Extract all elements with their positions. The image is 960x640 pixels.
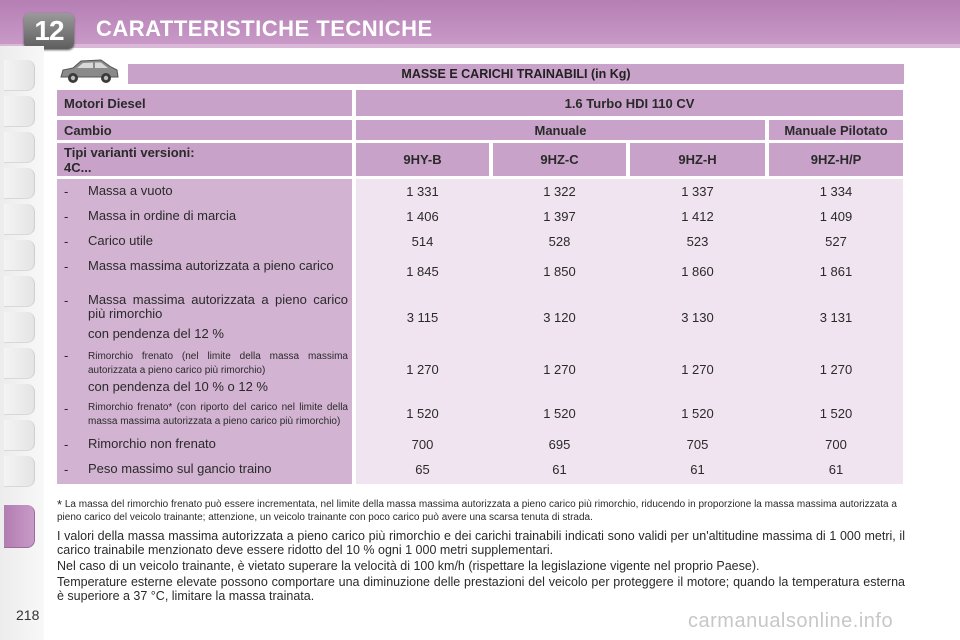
gearbox-label: Cambio: [57, 120, 352, 140]
table-cell: 1 412: [681, 209, 714, 224]
chapter-tab[interactable]: [4, 96, 35, 127]
row-label-subtext: con pendenza del 10 % o 12 %: [88, 379, 268, 394]
body-paragraph: Nel caso di un veicolo trainante, è vietato superare la velocità di 100 km/h (rispettare la legislazione vigente nel proprio Paese).: [57, 559, 760, 573]
table-cell: 3 120: [543, 310, 576, 325]
chapter-tab[interactable]: [4, 420, 35, 451]
table-cell: 61: [828, 462, 844, 477]
table-cell: 1 337: [681, 184, 714, 199]
row-label-text: Peso massimo sul gancio traino: [88, 461, 272, 476]
table-cell: 523: [686, 234, 709, 249]
table-cell: 1 270: [681, 362, 714, 377]
table-cell: 1 334: [819, 184, 853, 199]
table-cell: 1 270: [543, 362, 576, 377]
table-cell: 1 409: [819, 209, 853, 224]
row-dash: -: [64, 209, 69, 224]
versions-label-line1: Tipi varianti versioni:: [64, 144, 195, 160]
gearbox-pilot: Manuale Pilotato: [769, 120, 903, 140]
table-row-label: [57, 293, 352, 341]
table-cell: 61: [690, 462, 705, 477]
chapter-tab[interactable]: [4, 348, 35, 379]
table-row-label: [57, 462, 352, 477]
table-cell: 514: [411, 234, 434, 249]
version-header: 9HZ-H: [630, 143, 765, 176]
body-paragraph: Temperature esterne elevate possono comportare una diminuzione delle prestazioni del veicolo per proteggere il motore; quando la temperatura esterna è superiore a 37 °C, limitare la massa trainata.: [57, 575, 905, 603]
table-cell: 3 115: [406, 310, 439, 325]
car-icon: [57, 55, 121, 87]
banner-divider: [0, 44, 960, 48]
body-paragraph: I valori della massa massima autorizzata a pieno carico più rimorchio e dei carichi trainabili indicati sono validi per un'altitudine massima di 1 000 metri, il carico trainabile menzionato deve essere ridotto del 10 % ogni 1 000 metri supplementari.: [57, 529, 905, 557]
table-cell: 61: [552, 462, 567, 477]
versions-label-line2: 4C...: [64, 159, 92, 175]
footnote-marker: *: [57, 497, 63, 512]
version-header: 9HY-B: [356, 143, 489, 176]
versions-label: [57, 143, 352, 176]
row-dash: -: [64, 234, 69, 249]
row-dash: -: [64, 401, 69, 416]
chapter-tab[interactable]: [4, 60, 35, 91]
chapter-tab[interactable]: [4, 132, 35, 163]
table-cell: 3 130: [681, 310, 714, 325]
table-cell: 1 406: [406, 209, 439, 224]
chapter-number-badge: 12: [24, 13, 74, 49]
footnote: [57, 498, 905, 524]
table-cell: 1 850: [543, 264, 576, 279]
row-label-text: Rimorchio frenato* (con riporto del carico nel limite della massa massima autorizzata a pieno carico più rimorchio): [88, 402, 348, 427]
version-header: 9HZ-H/P: [769, 143, 903, 176]
table-cell: 700: [825, 437, 847, 452]
row-label-subtext: con pendenza del 12 %: [88, 326, 224, 341]
table-cell: 1 520: [819, 406, 853, 421]
table-cell: 527: [825, 234, 847, 249]
chapter-tab[interactable]: [4, 456, 35, 487]
table-cell: 1 845: [406, 264, 439, 279]
engine-label: Motori Diesel: [57, 90, 352, 116]
row-label-text: Rimorchio frenato (nel limite della massa massima autorizzata a pieno carico più rimorchio): [88, 351, 348, 376]
row-label-block: [88, 348, 348, 394]
table-row-label: [57, 234, 352, 249]
watermark: carmanualsonline.info: [688, 610, 894, 632]
table-cell: 528: [548, 234, 571, 249]
table-cell: 1 860: [681, 264, 714, 279]
table-row-label: [57, 401, 352, 429]
chapter-tab[interactable]: [4, 204, 35, 235]
row-label-text: Massa in ordine di marcia: [88, 208, 237, 223]
row-dash: -: [64, 437, 69, 452]
row-label-text: Rimorchio non frenato: [88, 436, 216, 451]
row-dash: -: [64, 259, 69, 274]
section-title: MASSE E CARICHI TRAINABILI (in Kg): [128, 64, 904, 84]
version-header: 9HZ-C: [493, 143, 626, 176]
row-label-text: Massa a vuoto: [88, 183, 173, 198]
row-dash: -: [64, 184, 69, 199]
table-cell: 1 331: [406, 184, 439, 199]
table-cell: 1 270: [819, 362, 853, 377]
table-cell: 1 520: [681, 406, 714, 421]
row-dash: -: [64, 462, 69, 477]
gearbox-manual: Manuale: [356, 120, 765, 140]
row-label-block: [88, 293, 348, 341]
table-row-label: [57, 184, 352, 199]
chapter-tab-active[interactable]: [4, 505, 35, 548]
row-label-text: Massa massima autorizzata a pieno carico: [88, 258, 334, 273]
table-cell: 1 861: [819, 264, 853, 279]
chapter-title: CARATTERISTICHE TECNICHE: [96, 16, 433, 41]
engine-value: 1.6 Turbo HDI 110 CV: [356, 90, 903, 116]
table-cell: 65: [415, 462, 430, 477]
page-number: 218: [16, 607, 40, 623]
table-cell: 700: [411, 437, 434, 452]
row-label-text: Massa massima autorizzata a pieno carico più rimorchio: [88, 292, 348, 321]
row-dash: -: [64, 293, 69, 308]
table-row-label: [57, 348, 352, 394]
chapter-tab[interactable]: [4, 168, 35, 199]
table-cell: 1 520: [543, 406, 576, 421]
table-row-label: [57, 209, 352, 224]
table-row-label: [57, 259, 352, 274]
chapter-tab[interactable]: [4, 276, 35, 307]
chapter-tab[interactable]: [4, 384, 35, 415]
table-cell: 1 270: [406, 362, 439, 377]
table-cell: 1 322: [543, 184, 576, 199]
table-cell: 1 397: [543, 209, 576, 224]
table-row-label: [57, 437, 352, 452]
table-cell: 3 131: [819, 310, 853, 325]
row-dash: -: [64, 348, 69, 363]
table-cell: 705: [686, 437, 709, 452]
table-cell: 1 520: [406, 406, 439, 421]
table-cell: 695: [548, 437, 571, 452]
chapter-tab[interactable]: [4, 240, 35, 271]
chapter-tab[interactable]: [4, 312, 35, 343]
footnote-text: La massa del rimorchio frenato può essere incrementata, nel limite della massa massima autorizzata a pieno carico più rimorchio, riducendo in proporzione la massa massima autorizzata a pieno carico del veicolo trainante; attenzione, un veicolo trainante con poco carico può avere una scarsa tenuta di strada.: [57, 499, 897, 523]
row-label-text: Carico utile: [88, 233, 154, 248]
